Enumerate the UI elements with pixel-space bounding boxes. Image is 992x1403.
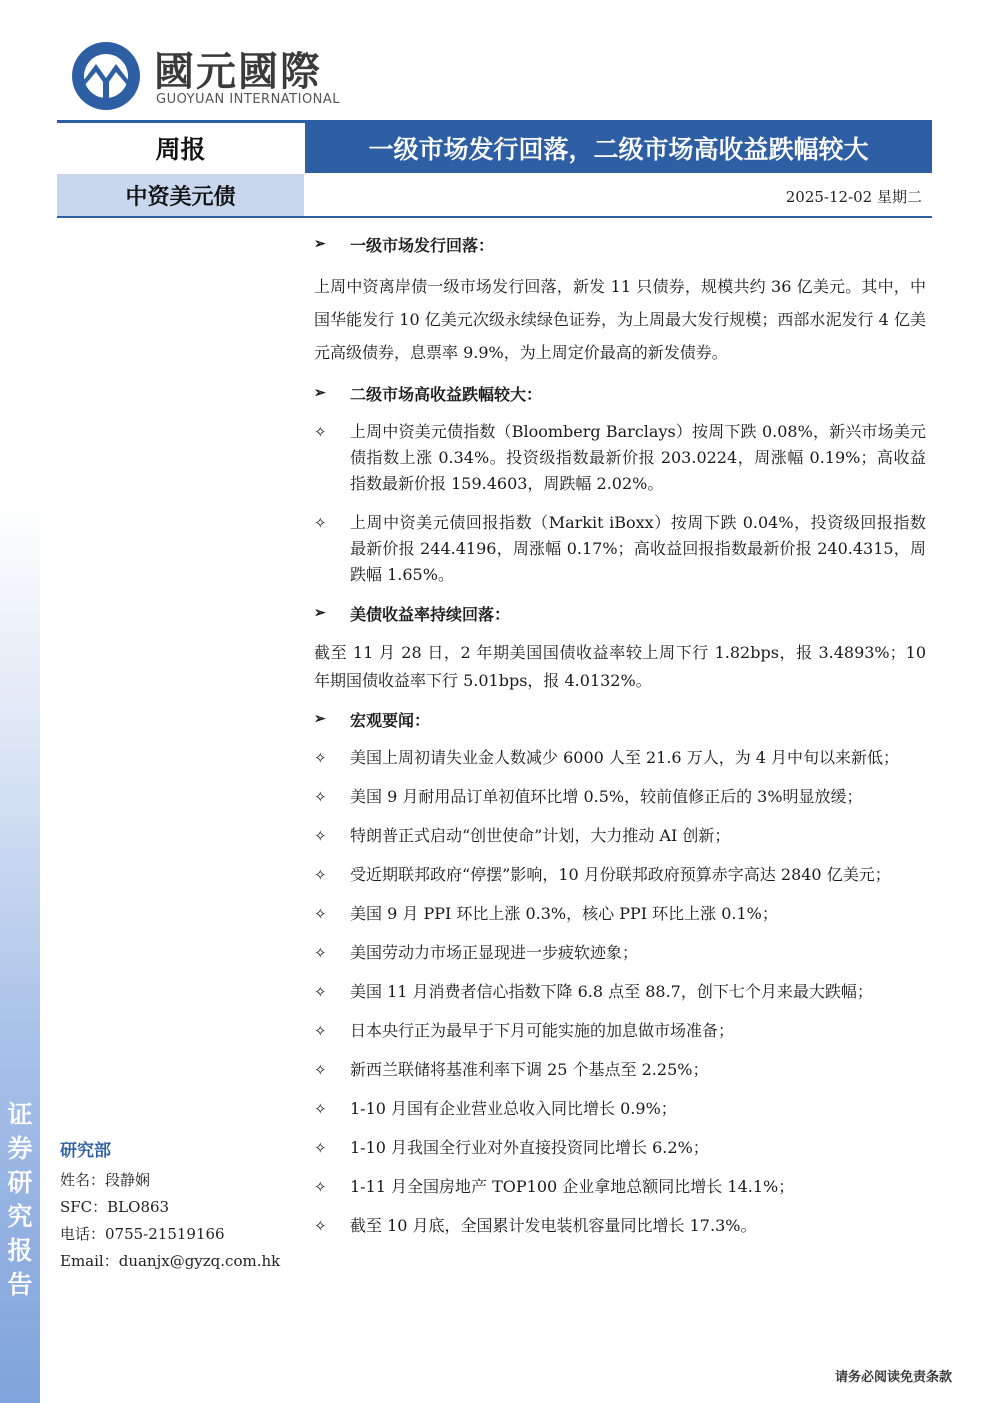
report-type: 周报 xyxy=(57,123,304,173)
diamond-star-icon: ✧ xyxy=(314,1061,327,1079)
report-title: 一级市场发行回落，二级市场高收益跌幅较大 xyxy=(305,123,932,173)
list-item-text: 上周中资美元债回报指数（Markit iBoxx）按周下跌 0.04%，投资级回报指数最新价报 244.4196，周涨幅 0.17%；高收益回报指数最新价报 240.4315，周跌幅 1.65%。 xyxy=(350,513,926,584)
section-paragraph: 上周中资离岸债一级市场发行回落，新发 11 只债券，规模共约 36 亿美元。其中，中国华能发行 10 亿美元次级永续绿色证券，为上周最大发行规模；西部水泥发行 4 亿美元高级债券，息票率 9.9%，为上周定价最高的新发债券。 xyxy=(314,277,926,362)
section-title: 一级市场发行回落： xyxy=(350,235,495,255)
diamond-star-icon: ✧ xyxy=(314,788,327,806)
analyst-contact xyxy=(60,1138,300,1275)
list-item-text: 1-11 月全国房地产 TOP100 企业拿地总额同比增长 14.1%； xyxy=(350,1177,795,1196)
list-item xyxy=(314,1213,926,1239)
report-category: 中资美元债 xyxy=(57,174,304,216)
list-item xyxy=(314,1135,926,1161)
section-heading xyxy=(314,232,926,256)
section-heading xyxy=(314,601,926,625)
disclaimer-note[interactable]: 请务必阅读免责条款 xyxy=(834,1370,952,1385)
list-item xyxy=(314,784,926,810)
company-logo xyxy=(70,40,370,112)
logo-mark-icon xyxy=(70,40,142,112)
diamond-star-icon: ✧ xyxy=(314,1022,327,1040)
analyst-email[interactable]: Email：duanjx@gyzq.com.hk xyxy=(60,1252,281,1270)
list-item xyxy=(314,862,926,888)
list-item xyxy=(314,1096,926,1122)
list-item-text: 新西兰联储将基准利率下调 25 个基点至 2.25%； xyxy=(350,1060,709,1079)
logo-chinese-name: 國元國際 xyxy=(154,49,322,95)
diamond-star-icon: ✧ xyxy=(314,866,327,884)
analyst-sfc: SFC：BLO863 xyxy=(60,1198,170,1216)
list-item xyxy=(314,1057,926,1083)
arrowhead-icon: ➢ xyxy=(314,236,326,252)
list-item xyxy=(314,510,926,588)
section-paragraph: 截至 11 月 28 日，2 年期美国国债收益率较上周下行 1.82bps，报 3.4893%；10 年期国债收益率下行 5.01bps，报 4.0132%。 xyxy=(314,643,926,690)
diamond-star-icon: ✧ xyxy=(314,1178,327,1196)
diamond-star-icon: ✧ xyxy=(314,1100,327,1118)
arrowhead-icon: ➢ xyxy=(314,605,326,621)
diamond-star-icon: ✧ xyxy=(314,983,327,1001)
diamond-star-icon: ✧ xyxy=(314,827,327,845)
list-item-text: 日本央行正为最早于下月可能实施的加息做市场准备； xyxy=(350,1021,735,1040)
logo-english-name: GUOYUAN INTERNATIONAL xyxy=(156,92,341,107)
department-name: 研究部 xyxy=(60,1141,111,1161)
section-title: 二级市场高收益跌幅较大： xyxy=(350,384,543,404)
section-title: 宏观要闻： xyxy=(350,710,431,730)
diamond-star-icon: ✧ xyxy=(314,514,327,532)
arrowhead-icon: ➢ xyxy=(314,385,326,401)
analyst-phone: 电话：0755-21519166 xyxy=(60,1225,225,1243)
list-item-text: 1-10 月国有企业营业总收入同比增长 0.9%； xyxy=(350,1099,677,1118)
list-item xyxy=(314,901,926,927)
diamond-star-icon: ✧ xyxy=(314,905,327,923)
list-item-text: 上周中资美元债指数（Bloomberg Barclays）按周下跌 0.08%，新兴市场美元债指数上涨 0.34%。投资级指数最新价报 203.0224，周涨幅 0.19%；高收益指数最新价报 159.4603，周跌幅 2.02%。 xyxy=(350,422,926,493)
side-label: 证券研究报告 xyxy=(7,1100,33,1299)
list-item-text: 截至 10 月底，全国累计发电装机容量同比增长 17.3%。 xyxy=(350,1216,757,1235)
header-bottom-rule xyxy=(57,216,932,218)
list-item xyxy=(314,745,926,771)
section-heading xyxy=(314,707,926,731)
list-item-text: 美国上周初请失业金人数减少 6000 人至 21.6 万人，为 4 月中旬以来新低； xyxy=(350,748,900,767)
list-item-text: 特朗普正式启动“创世使命”计划，大力推动 AI 创新； xyxy=(350,826,731,845)
arrowhead-icon: ➢ xyxy=(314,711,326,727)
list-item xyxy=(314,1174,926,1200)
diamond-star-icon: ✧ xyxy=(314,749,327,767)
report-body xyxy=(314,232,926,1252)
list-item-text: 美国 9 月耐用品订单初值环比增 0.5%，较前值修正后的 3%明显放缓； xyxy=(350,787,863,806)
section-heading xyxy=(314,381,926,405)
list-item-text: 受近期联邦政府“停摆”影响，10 月份联邦政府预算赤字高达 2840 亿美元； xyxy=(350,865,891,884)
list-item xyxy=(314,823,926,849)
list-item-text: 美国 11 月消费者信心指数下降 6.8 点至 88.7，创下七个月来最大跌幅； xyxy=(350,982,873,1001)
list-item-text: 1-10 月我国全行业对外直接投资同比增长 6.2%； xyxy=(350,1138,709,1157)
report-date: 2025-12-02 星期二 xyxy=(785,188,922,206)
list-item xyxy=(314,940,926,966)
section-title: 美债收益率持续回落： xyxy=(350,604,511,624)
list-item xyxy=(314,979,926,1005)
list-item xyxy=(314,419,926,497)
list-item-text: 美国 9 月 PPI 环比上涨 0.3%，核心 PPI 环比上涨 0.1%； xyxy=(350,904,778,923)
diamond-star-icon: ✧ xyxy=(314,944,327,962)
list-item xyxy=(314,1018,926,1044)
diamond-star-icon: ✧ xyxy=(314,1139,327,1157)
diamond-star-icon: ✧ xyxy=(314,1217,327,1235)
analyst-name: 姓名：段静娴 xyxy=(60,1171,151,1189)
diamond-star-icon: ✧ xyxy=(314,423,327,441)
list-item-text: 美国劳动力市场正显现进一步疲软迹象； xyxy=(350,943,639,962)
